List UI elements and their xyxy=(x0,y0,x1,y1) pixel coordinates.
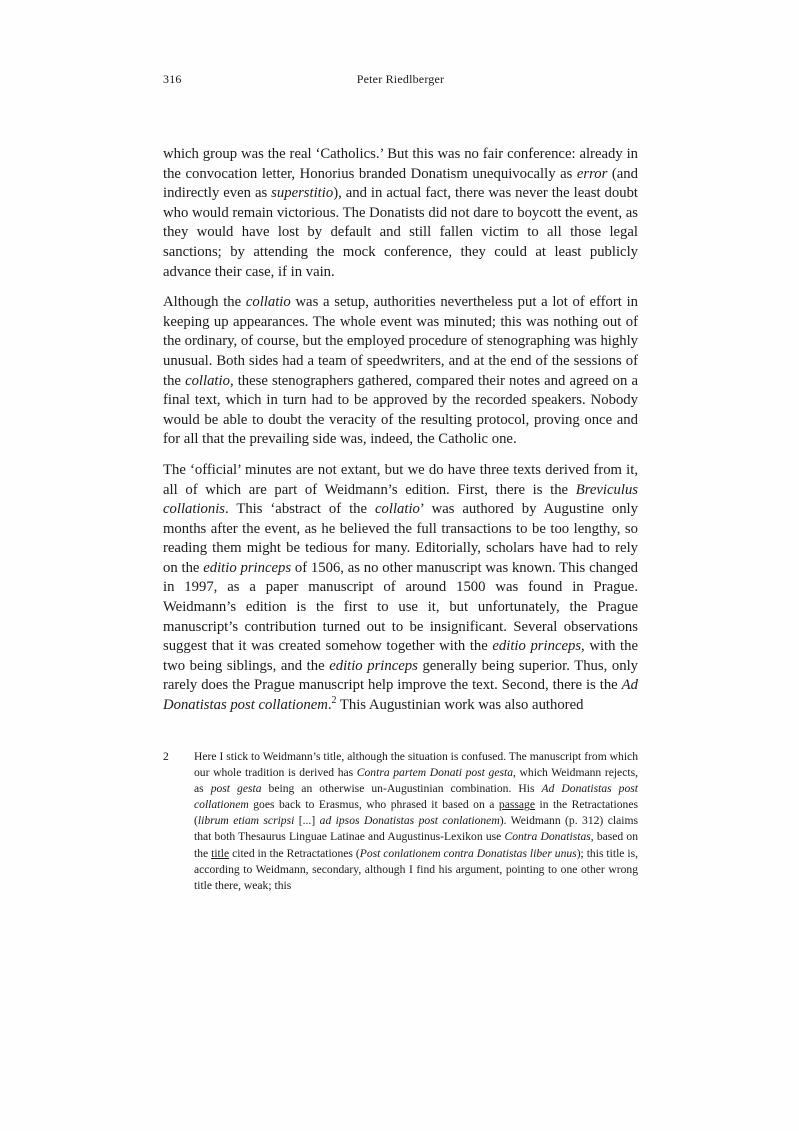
paragraph-1: which group was the real ‘Catholics.’ But this was no fair conference: already in the convocation letter, Honorius branded Donatism unequivocally as error (and indirectly even as superstitio), and in actual fact, there was never the least doubt who would remain victorious. The Donatists did not dare to boycott the event, as they would have lost by default and still fallen victim to all those legal sanctions; by attending the mock conference, they could at least publicly advance their case, if in vain. xyxy=(163,146,638,280)
footnote-marker: 2 xyxy=(163,750,169,763)
footnote-area xyxy=(163,749,638,894)
page-header xyxy=(163,72,638,88)
footnote-text: Here I stick to Weidmann’s title, although the situation is confused. The manuscript from which our whole tradition is derived has Contra partem Donati post gesta, which Weidmann rejects, as post gesta being an otherwise un-Augustinian combination. His Ad Donatistas post collationem goes back to Erasmus, who phrased it based on a passage in the Retractationes (librum etiam scripsi [...] ad ipsos Donatistas post conlationem). Weidmann (p. 312) claims that both Thesaurus Linguae Latinae and Augustinus-Lexikon use Contra Donatistas, based on the title cited in the Retractationes (Post conlationem contra Donatistas liber unus); this title is, according to Weidmann, secondary, although I find his argument, pointing to one other wrong title there, weak; this xyxy=(194,750,639,892)
paragraph-2: Although the collatio was a setup, authorities nevertheless put a lot of effort in keeping up appearances. The whole event was minuted; this was nothing out of the ordinary, of course, but the employed procedure of stenographing was highly unusual. Both sides had a team of speedwriters, and at the end of the sessions of the collatio, these stenographers gathered, compared their notes and agreed on a final text, which in turn had to be approved by the recorded speakers. Nobody would be able to doubt the veracity of the resulting protocol, proving once and for all that the prevailing side was, indeed, the Catholic one. xyxy=(163,294,638,448)
footnote-2 xyxy=(163,749,638,894)
body-text-column xyxy=(163,145,638,727)
paragraph-3: The ‘official’ minutes are not extant, but we do have three texts derived from it, all of which are part of Weidmann’s edition. First, there is the Breviculus collationis. This ‘abstract of the collatio’ was authored by Augustine only months after the event, as he believed the full transactions to be too lengthy, so reading them might be tedious for many. Editorially, scholars have had to rely on the editio princeps of 1506, as no other manuscript was known. This changed in 1997, as a paper manuscript of around 1500 was found in Prague. Weidmann’s edition is the first to use it, but unfortunately, the Prague manuscript’s contribution turned out to be insignificant. Several observations suggest that it was created somehow together with the editio princeps, with the two being siblings, and the editio princeps generally being superior. Thus, only rarely does the Prague manuscript help improve the text. Second, there is the Ad Donatistas post collationem.$^2$ This Augustinian work was also authored xyxy=(163,461,639,714)
folio-number: 316 xyxy=(163,72,182,86)
running-title: Peter Riedlberger xyxy=(356,72,445,86)
